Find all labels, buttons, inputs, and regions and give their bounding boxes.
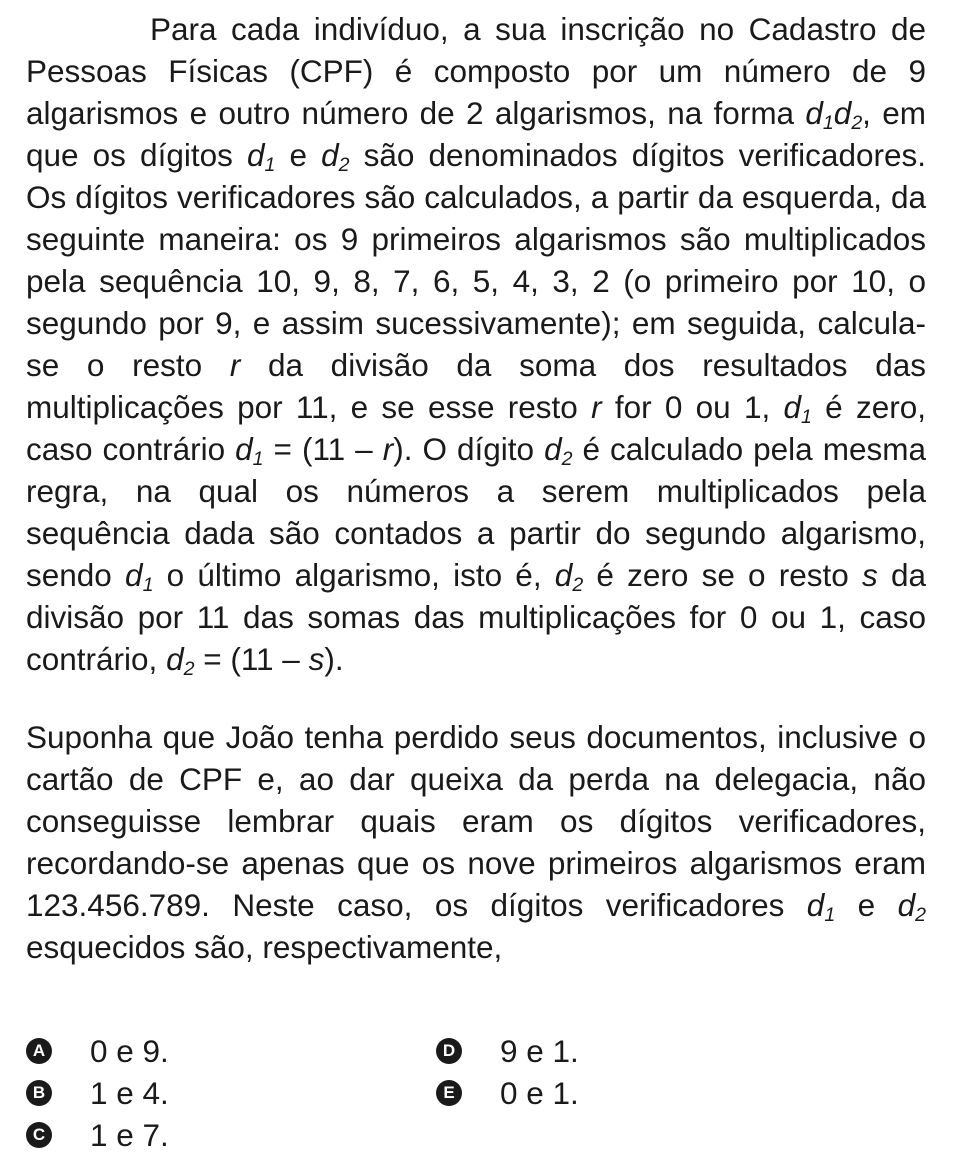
paragraph-scenario: Suponha que João tenha perdido seus documentos, inclusive o cartão de CPF e, ao dar queixa da perda na delegacia, não conseguisse lembrar quais eram os dígitos verificadores, recordando-se apenas que os nove primeiros algarismos eram 123.456.789. Neste caso, os dígitos verificadores $d_1$ e $d_2$ esquecidos são, respectivamente, — [26, 719, 926, 965]
option-letter-badge: A — [26, 1038, 52, 1064]
var-s: s — [308, 641, 325, 677]
var-r: r — [229, 347, 241, 383]
var-d1: $d_1$ — [235, 431, 264, 470]
var-d2: $d_2$ — [554, 557, 584, 596]
option-b[interactable] — [26, 1072, 169, 1114]
option-letter-badge: B — [26, 1080, 52, 1106]
option-text: 1 e 4. — [90, 1075, 169, 1111]
var-d2: $d_2$ — [833, 95, 863, 134]
option-letter-badge: E — [436, 1080, 462, 1106]
var-r: r — [591, 389, 602, 425]
var-d2: $d_2$ — [544, 431, 573, 470]
var-d2: $d_2$ — [321, 137, 350, 176]
option-letter-badge: C — [26, 1122, 52, 1148]
var-d1: $d_1$ — [246, 137, 276, 176]
var-d1: $d_1$ — [125, 557, 154, 596]
question-text — [26, 8, 926, 968]
option-text: 0 e 1. — [500, 1075, 579, 1111]
var-d2: $d_2$ — [897, 887, 926, 926]
var-d2: $d_2$ — [166, 641, 195, 680]
option-letter-badge: D — [436, 1038, 462, 1064]
paragraph-cpf-rules: Para cada indivíduo, a sua inscrição no Cadastro de Pessoas Físicas (CPF) é composto por um número de 9 algarismos e outro número de 2 algarismos, na forma $d_1d_2$, em que os dígitos $d_1$ e $d_2$ são denominados dígitos verificadores. Os dígitos verificadores são calculados, a partir da esquerda, da seguinte maneira: os 9 primeiros algarismos são multiplicados pela sequência 10, 9, 8, 7, 6, 5, 4, 3, 2 (o primeiro por 10, o segundo por 9, e assim sucessivamente); em seguida, calcula-se o resto r da divisão da soma dos resultados das multiplicações por 11, e se esse resto r for 0 ou 1, $d_1$ é zero, caso contrário $d_1 = (11 - r)$. O dígito $d_2$ é calculado pela mesma regra, na qual os números a serem multiplicados pela sequência dada são contados a partir do segundo algarismo, sendo $d_1$ o último algarismo, isto é, $d_2$ é zero se o resto s da divisão por 11 das somas das multiplicações for 0 ou 1, caso contrário, $d_2 = (11 - s)$. — [26, 11, 927, 680]
option-a[interactable] — [26, 1030, 169, 1072]
var-s: s — [862, 557, 878, 593]
option-text: 0 e 9. — [90, 1033, 169, 1069]
var-r: r — [382, 431, 394, 467]
var-d1: $d_1$ — [783, 389, 812, 428]
option-text: 9 e 1. — [500, 1033, 579, 1069]
option-c[interactable] — [26, 1114, 169, 1156]
option-d[interactable] — [436, 1030, 579, 1072]
var-d1: $d_1$ — [806, 887, 836, 926]
option-text: 1 e 7. — [90, 1117, 169, 1153]
option-e[interactable] — [436, 1072, 579, 1114]
var-d1: $d_1$ — [805, 95, 834, 134]
